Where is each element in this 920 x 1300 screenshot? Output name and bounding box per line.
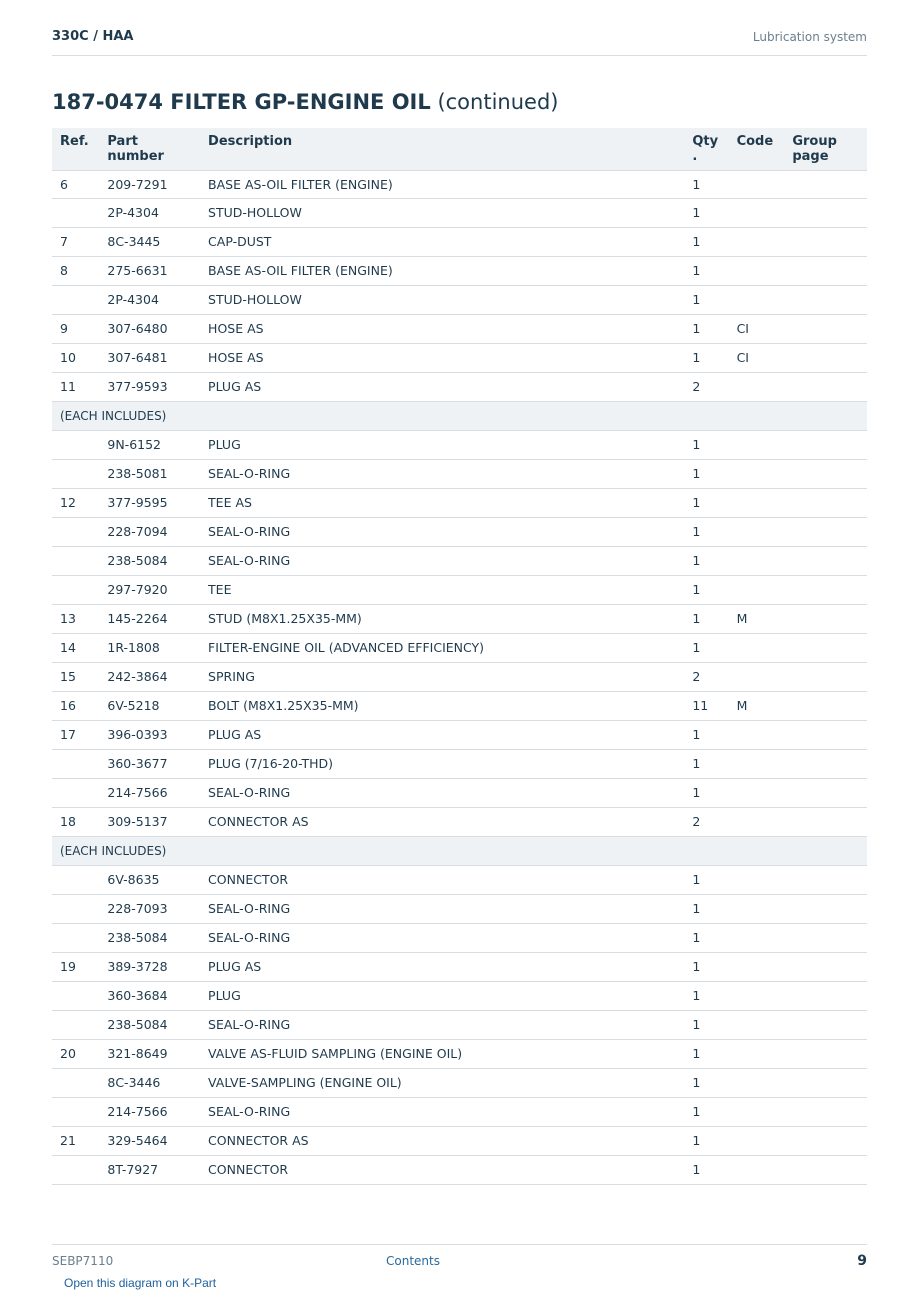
part-number-cell: 396-0393 [99, 720, 200, 749]
table-row [52, 343, 867, 372]
group-page-cell [784, 720, 867, 749]
ref-cell: 6 [52, 170, 99, 198]
description-cell: FILTER-ENGINE OIL (ADVANCED EFFICIENCY) [200, 633, 684, 662]
part-number-cell: 238-5084 [99, 923, 200, 952]
code-cell [729, 488, 785, 517]
model-code: 330C / HAA [52, 29, 134, 44]
ref-cell [52, 575, 99, 604]
part-number-cell: 2P-4304 [99, 198, 200, 227]
group-page-cell [784, 372, 867, 401]
col-header-description: Description [200, 128, 684, 170]
ref-cell: 8 [52, 256, 99, 285]
table-row [52, 807, 867, 836]
part-number-cell: 377-9595 [99, 488, 200, 517]
code-cell [729, 256, 785, 285]
code-cell: M [729, 691, 785, 720]
part-number-cell: 209-7291 [99, 170, 200, 198]
table-row [52, 198, 867, 227]
table-row [52, 923, 867, 952]
ref-cell [52, 285, 99, 314]
description-cell: PLUG AS [200, 372, 684, 401]
group-page-cell [784, 1068, 867, 1097]
code-cell [729, 546, 785, 575]
code-cell: M [729, 604, 785, 633]
code-cell [729, 923, 785, 952]
group-page-cell [784, 488, 867, 517]
code-cell [729, 430, 785, 459]
code-cell [729, 952, 785, 981]
code-cell [729, 1126, 785, 1155]
qty-cell: 2 [684, 807, 728, 836]
qty-cell: 1 [684, 1068, 728, 1097]
description-cell: PLUG [200, 430, 684, 459]
parts-table [52, 128, 867, 1185]
table-row [52, 170, 867, 198]
group-page-cell [784, 662, 867, 691]
page-footer [52, 1244, 867, 1275]
code-cell [729, 170, 785, 198]
part-number-cell: 238-5084 [99, 1010, 200, 1039]
code-cell [729, 372, 785, 401]
part-number-cell: 1R-1808 [99, 633, 200, 662]
group-page-cell [784, 1010, 867, 1039]
group-page-cell [784, 256, 867, 285]
qty-cell: 1 [684, 198, 728, 227]
ref-cell [52, 1097, 99, 1126]
group-page-cell [784, 430, 867, 459]
description-cell: PLUG [200, 981, 684, 1010]
ref-cell: 12 [52, 488, 99, 517]
description-cell: HOSE AS [200, 314, 684, 343]
code-cell [729, 575, 785, 604]
description-cell: SEAL-O-RING [200, 778, 684, 807]
qty-cell: 1 [684, 633, 728, 662]
code-cell [729, 720, 785, 749]
table-row [52, 1126, 867, 1155]
group-page-cell [784, 170, 867, 198]
group-page-cell [784, 575, 867, 604]
group-page-cell [784, 459, 867, 488]
group-page-cell [784, 778, 867, 807]
group-page-cell [784, 807, 867, 836]
table-row [52, 749, 867, 778]
group-page-cell [784, 1155, 867, 1184]
group-page-cell [784, 1126, 867, 1155]
qty-cell: 1 [684, 1010, 728, 1039]
ref-cell: 13 [52, 604, 99, 633]
page-number: 9 [857, 1253, 867, 1269]
ref-cell [52, 894, 99, 923]
description-cell: PLUG (7/16-20-THD) [200, 749, 684, 778]
ref-cell: 14 [52, 633, 99, 662]
description-cell: SEAL-O-RING [200, 517, 684, 546]
description-cell: SEAL-O-RING [200, 894, 684, 923]
code-cell [729, 517, 785, 546]
qty-cell: 1 [684, 575, 728, 604]
description-cell: PLUG AS [200, 720, 684, 749]
table-row [52, 459, 867, 488]
group-page-cell [784, 198, 867, 227]
ref-cell [52, 517, 99, 546]
qty-cell: 1 [684, 430, 728, 459]
table-row [52, 488, 867, 517]
qty-cell: 1 [684, 749, 728, 778]
part-number-cell: 297-7920 [99, 575, 200, 604]
description-cell: BOLT (M8X1.25X35-MM) [200, 691, 684, 720]
table-row [52, 865, 867, 894]
table-header-row [52, 128, 867, 170]
ref-cell [52, 546, 99, 575]
part-number-cell: 242-3864 [99, 662, 200, 691]
ref-cell [52, 778, 99, 807]
part-number-cell: 238-5081 [99, 459, 200, 488]
group-page-cell [784, 633, 867, 662]
table-row [52, 633, 867, 662]
part-number-cell: 228-7093 [99, 894, 200, 923]
description-cell: TEE [200, 575, 684, 604]
part-number-cell: 145-2264 [99, 604, 200, 633]
group-page-cell [784, 691, 867, 720]
group-page-cell [784, 604, 867, 633]
qty-cell: 1 [684, 720, 728, 749]
table-row [52, 314, 867, 343]
code-cell [729, 459, 785, 488]
group-page-cell [784, 865, 867, 894]
group-page-cell [784, 952, 867, 981]
qty-cell: 1 [684, 778, 728, 807]
part-number-cell: 8C-3445 [99, 227, 200, 256]
code-cell: CI [729, 343, 785, 372]
description-cell: VALVE AS-FLUID SAMPLING (ENGINE OIL) [200, 1039, 684, 1068]
ref-cell [52, 1155, 99, 1184]
group-page-cell [784, 546, 867, 575]
qty-cell: 2 [684, 662, 728, 691]
code-cell [729, 662, 785, 691]
qty-cell: 1 [684, 923, 728, 952]
code-cell [729, 1155, 785, 1184]
ref-cell: 11 [52, 372, 99, 401]
part-number-cell: 214-7566 [99, 778, 200, 807]
ref-cell: 21 [52, 1126, 99, 1155]
qty-cell: 1 [684, 604, 728, 633]
table-row [52, 430, 867, 459]
description-cell: SEAL-O-RING [200, 1010, 684, 1039]
description-cell: SEAL-O-RING [200, 459, 684, 488]
includes-label: (EACH INCLUDES) [52, 401, 867, 430]
qty-cell: 1 [684, 1039, 728, 1068]
table-row [52, 285, 867, 314]
part-number-cell: 228-7094 [99, 517, 200, 546]
title-suffix: (continued) [437, 90, 559, 114]
table-row [52, 256, 867, 285]
qty-cell: 1 [684, 343, 728, 372]
table-row [52, 1155, 867, 1184]
ref-cell [52, 198, 99, 227]
part-number-cell: 377-9593 [99, 372, 200, 401]
part-number-cell: 321-8649 [99, 1039, 200, 1068]
table-row [52, 1039, 867, 1068]
code-cell: CI [729, 314, 785, 343]
group-page-cell [784, 227, 867, 256]
code-cell [729, 778, 785, 807]
code-cell [729, 807, 785, 836]
ref-cell [52, 981, 99, 1010]
group-page-cell [784, 343, 867, 372]
table-row [52, 1068, 867, 1097]
qty-cell: 1 [684, 546, 728, 575]
code-cell [729, 894, 785, 923]
page-header [52, 28, 867, 56]
table-row [52, 517, 867, 546]
ref-cell: 10 [52, 343, 99, 372]
contents-link[interactable]: Contents [386, 1254, 440, 1268]
ref-cell: 18 [52, 807, 99, 836]
description-cell: HOSE AS [200, 343, 684, 372]
part-number-cell: 307-6481 [99, 343, 200, 372]
qty-cell: 1 [684, 1155, 728, 1184]
table-row [52, 894, 867, 923]
qty-cell: 1 [684, 952, 728, 981]
ref-cell [52, 1010, 99, 1039]
description-cell: PLUG AS [200, 952, 684, 981]
code-cell [729, 1010, 785, 1039]
group-page-cell [784, 285, 867, 314]
code-cell [729, 981, 785, 1010]
part-number-cell: 214-7566 [99, 1097, 200, 1126]
description-cell: SEAL-O-RING [200, 546, 684, 575]
ref-cell [52, 459, 99, 488]
section-name: Lubrication system [752, 30, 867, 44]
ref-cell [52, 1068, 99, 1097]
col-header-qty: Qty . [684, 128, 728, 170]
includes-label: (EACH INCLUDES) [52, 836, 867, 865]
part-number-cell: 6V-5218 [99, 691, 200, 720]
ref-cell: 9 [52, 314, 99, 343]
col-header-part-number: Part number [99, 128, 200, 170]
group-page-cell [784, 894, 867, 923]
qty-cell: 1 [684, 488, 728, 517]
qty-cell: 1 [684, 459, 728, 488]
qty-cell: 1 [684, 1126, 728, 1155]
part-number-cell: 8C-3446 [99, 1068, 200, 1097]
qty-cell: 1 [684, 314, 728, 343]
part-number-cell: 309-5137 [99, 807, 200, 836]
description-cell: CONNECTOR AS [200, 807, 684, 836]
description-cell: SEAL-O-RING [200, 1097, 684, 1126]
code-cell [729, 1097, 785, 1126]
qty-cell: 1 [684, 865, 728, 894]
qty-cell: 1 [684, 285, 728, 314]
group-page-cell [784, 1097, 867, 1126]
ref-cell [52, 749, 99, 778]
ref-cell [52, 865, 99, 894]
table-row [52, 778, 867, 807]
description-cell: STUD (M8X1.25X35-MM) [200, 604, 684, 633]
qty-cell: 1 [684, 256, 728, 285]
ref-cell [52, 923, 99, 952]
code-cell [729, 633, 785, 662]
assembly-name: 187-0474 FILTER GP-ENGINE OIL [52, 90, 431, 114]
description-cell: STUD-HOLLOW [200, 285, 684, 314]
ref-cell [52, 430, 99, 459]
table-body [52, 170, 867, 1184]
group-page-cell [784, 923, 867, 952]
table-row [52, 372, 867, 401]
part-number-cell: 8T-7927 [99, 1155, 200, 1184]
part-number-cell: 307-6480 [99, 314, 200, 343]
qty-cell: 1 [684, 981, 728, 1010]
table-row [52, 1097, 867, 1126]
ref-cell: 19 [52, 952, 99, 981]
ref-cell: 17 [52, 720, 99, 749]
col-header-group-page: Group page [784, 128, 867, 170]
ref-cell: 15 [52, 662, 99, 691]
col-header-code: Code [729, 128, 785, 170]
group-page-cell [784, 314, 867, 343]
group-page-cell [784, 749, 867, 778]
part-number-cell: 360-3677 [99, 749, 200, 778]
description-cell: SPRING [200, 662, 684, 691]
description-cell: CONNECTOR [200, 865, 684, 894]
description-cell: TEE AS [200, 488, 684, 517]
table-row [52, 575, 867, 604]
code-cell [729, 1068, 785, 1097]
qty-cell: 11 [684, 691, 728, 720]
qty-cell: 1 [684, 894, 728, 923]
group-page-cell [784, 517, 867, 546]
part-number-cell: 2P-4304 [99, 285, 200, 314]
part-number-cell: 360-3684 [99, 981, 200, 1010]
table-row [52, 546, 867, 575]
ref-cell: 16 [52, 691, 99, 720]
part-number-cell: 9N-6152 [99, 430, 200, 459]
description-cell: VALVE-SAMPLING (ENGINE OIL) [200, 1068, 684, 1097]
code-cell [729, 865, 785, 894]
open-k-part-link[interactable]: Open this diagram on K-Part [64, 1276, 217, 1290]
description-cell: CAP-DUST [200, 227, 684, 256]
qty-cell: 1 [684, 227, 728, 256]
part-number-cell: 275-6631 [99, 256, 200, 285]
table-row [52, 720, 867, 749]
description-cell: BASE AS-OIL FILTER (ENGINE) [200, 170, 684, 198]
description-cell: STUD-HOLLOW [200, 198, 684, 227]
includes-row [52, 401, 867, 430]
code-cell [729, 749, 785, 778]
part-number-cell: 6V-8635 [99, 865, 200, 894]
table-row [52, 1010, 867, 1039]
ref-cell: 7 [52, 227, 99, 256]
part-number-cell: 238-5084 [99, 546, 200, 575]
code-cell [729, 198, 785, 227]
table-row [52, 691, 867, 720]
table-row [52, 981, 867, 1010]
ref-cell: 20 [52, 1039, 99, 1068]
part-number-cell: 389-3728 [99, 952, 200, 981]
col-header-ref: Ref. [52, 128, 99, 170]
qty-cell: 1 [684, 1097, 728, 1126]
qty-cell: 1 [684, 170, 728, 198]
document-id: SEBP7110 [52, 1254, 114, 1268]
qty-cell: 1 [684, 517, 728, 546]
description-cell: BASE AS-OIL FILTER (ENGINE) [200, 256, 684, 285]
description-cell: CONNECTOR AS [200, 1126, 684, 1155]
code-cell [729, 285, 785, 314]
description-cell: SEAL-O-RING [200, 923, 684, 952]
page-title [52, 90, 558, 114]
code-cell [729, 227, 785, 256]
table-row [52, 952, 867, 981]
table-row [52, 662, 867, 691]
table-row [52, 227, 867, 256]
includes-row [52, 836, 867, 865]
group-page-cell [784, 1039, 867, 1068]
description-cell: CONNECTOR [200, 1155, 684, 1184]
qty-cell: 2 [684, 372, 728, 401]
group-page-cell [784, 981, 867, 1010]
part-number-cell: 329-5464 [99, 1126, 200, 1155]
table-row [52, 604, 867, 633]
code-cell [729, 1039, 785, 1068]
